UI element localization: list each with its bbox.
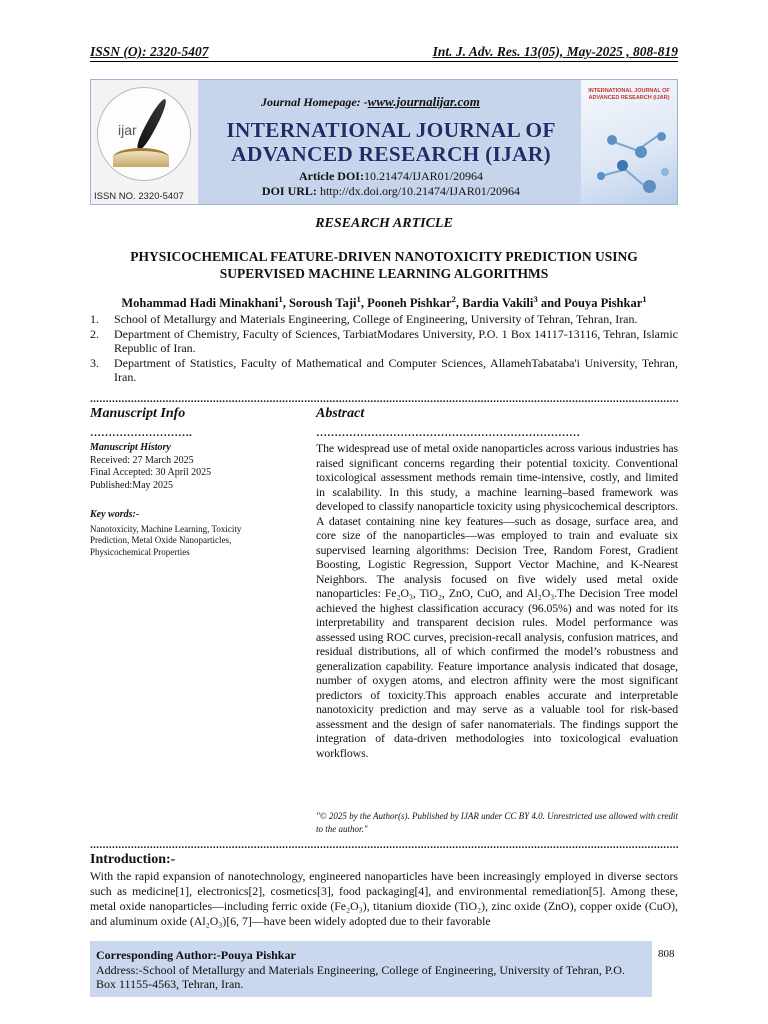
doi-url-label: DOI URL:	[261, 184, 317, 198]
abstract-heading: Abstract	[316, 406, 365, 421]
author-name: Soroush Taji	[288, 296, 357, 310]
manuscript-divider: ……………………….	[90, 428, 192, 438]
section-divider	[90, 394, 678, 404]
affiliation-list	[90, 312, 678, 385]
abstract-text	[316, 441, 678, 760]
homepage-link[interactable]: www.journalijar.com	[367, 94, 480, 109]
author-name: Bardia Vakili	[462, 296, 534, 310]
page-number: 808	[658, 948, 675, 960]
keywords	[90, 509, 250, 558]
journal-homepage	[261, 94, 480, 110]
paper-title-line2: SUPERVISED MACHINE LEARNING ALGORITHMS	[219, 266, 549, 281]
issn-text: ISSN (O): 2320-5407	[90, 44, 209, 59]
introduction-heading: Introduction:-	[90, 852, 176, 867]
molecule-icon	[607, 135, 617, 145]
accepted-date: Final Accepted: 30 April 2025	[90, 467, 212, 479]
affiliation-item: 2. Department of Chemistry, Faculty of Sciences, TarbiatModares University, P.O. 1 Box 14117-13116, Tehran, Islamic Republic of Iran.	[90, 326, 678, 356]
paper-title	[90, 248, 678, 282]
introduction-text: With the rapid expansion of nanotechnology, engineered nanoparticles have been increasingly employed in diverse sectors such as medicine[1], electronics[2], cosmetics[3], food packaging[4], and environmental remediation[5]. Among these, metal oxide nanoparticles—including ferric oxide (Fe₂O₃), titanium dioxide (TiO₂), zinc oxide (ZnO), copper oxide (CuO), and aluminum oxide (Al₂O₃)[6, 7]—have been widely adopted due to their favorable	[90, 869, 678, 928]
keywords-label: Key words:-	[90, 509, 140, 520]
abstract-divider: ………………………………………………………………	[316, 428, 580, 438]
doi-value: 10.21474/IJAR01/20964	[363, 169, 483, 183]
article-type: RESEARCH ARTICLE	[315, 216, 453, 231]
journal-title	[201, 118, 581, 166]
author-name: Pooneh Pishkar	[367, 296, 452, 310]
license-note: "© 2025 by the Author(s). Published by IJAR under CC BY 4.0. Unrestricted use allowed with credit to the author."	[316, 811, 678, 834]
logo-issn: ISSN NO. 2320-5407	[94, 191, 184, 202]
citation-text: Int. J. Adv. Res. 13(05), May-2025 , 808-819	[432, 44, 678, 59]
running-header	[90, 44, 678, 62]
abstract-text-part1: The widespread use of metal oxide nanoparticles across various industries has raised significant concerns regarding their potential toxicity. Conventional toxicological assessment methods remain time-intensive, costly, and limited in scalability. In this study, a machine learning–based framework was developed to classify nanoparticle toxicity using physicochemical descriptors. A dataset containing nine key features—such as dosage, surface area, and core size of the nanoparticles—was employed to train and evaluate six supervised learning algorithms: Decision Tree, Random Forest, Gradient Boosting, Logistic Regression, Support Vector Machine, and K-Nearest Neighbors. The analysis focused on five widely used metal oxide nanoparticles:	[316, 441, 678, 600]
author-affiliation: 2	[451, 293, 456, 304]
abstract-text-part2: .The Decision Tree model achieved the highest classification accuracy (96.05%) and was noted for its interpretability and transparent decision rules. Model performance was assessed using ROC curves, precision-recall analysis, confusion matrices, and residual distributions, all of which confirmed the model’s robustness and generalization capability. Feature importance analysis indicated that dosage, number of oxygen atoms, and electron affinity were the most significant predictors of toxicity.This approach enables accurate and interpretable nanotoxicity prediction and may serve as a valuable tool for risk-based assessment and the design of safer nanomaterials. The findings support the integration of data-driven methodologies into toxicological evaluation workflows.	[316, 586, 678, 760]
author-affiliation: 1	[278, 293, 283, 304]
journal-title-line1: INTERNATIONAL JOURNAL OF	[226, 118, 556, 142]
corresponding-author: Corresponding Author:-Pouya Pishkar	[96, 948, 296, 962]
history-label: Manuscript History	[90, 442, 171, 453]
doi-url-link[interactable]: http://dx.doi.org/10.21474/IJAR01/20964	[319, 184, 521, 198]
affiliation-item: 1. School of Metallurgy and Materials Engineering, College of Engineering, University of Tehran, Tehran, Iran.	[90, 312, 638, 326]
book-icon	[113, 148, 169, 167]
logo-text: ijar	[118, 122, 137, 138]
journal-title-line2: ADVANCED RESEARCH (IJAR)	[231, 142, 551, 166]
nanoparticle-list: Fe₂O₃, TiO₂, ZnO, CuO, and Al₂O₃	[384, 586, 555, 600]
affiliation-item: 3. Department of Statistics, Faculty of Mathematical and Computer Sciences, AllamehTabataba'i University, Tehran, Iran.	[90, 355, 678, 385]
published-date: Published:May 2025	[90, 479, 174, 491]
corresponding-address: Address:-School of Metallurgy and Materials Engineering, College of Engineering, University of Tehran, P.O. Box 11155-4563, Tehran, Iran.	[96, 962, 625, 991]
paper-title-line1: PHYSICOCHEMICAL FEATURE-DRIVEN NANOTOXICITY PREDICTION USING	[130, 249, 638, 264]
author-list: Mohammad Hadi Minakhani$^1$, Soroush Taji$^1$, Pooneh Pishkar$^2$, Bardia Vakili$^3$ and Pouya Pishkar$^1$	[121, 293, 647, 310]
author-affiliation: 3	[533, 293, 538, 304]
author-affiliation: 1	[356, 293, 361, 304]
homepage-label: Journal Homepage: -	[261, 95, 368, 109]
doi-block	[201, 169, 581, 199]
doi-label: Article DOI:	[299, 169, 364, 183]
keywords-text: Nanotoxicity, Machine Learning, Toxicity Prediction, Metal Oxide Nanoparticles, Physicochemical Properties	[90, 523, 242, 557]
manuscript-history	[90, 442, 270, 492]
author-name: Mohammad Hadi Minakhani	[121, 296, 279, 310]
author-affiliation: 1	[642, 293, 647, 304]
journal-cover-image	[581, 80, 677, 204]
cover-title: INTERNATIONAL JOURNAL OF ADVANCED RESEARCH (IJAR)	[588, 88, 670, 101]
manuscript-info-heading: Manuscript Info	[90, 406, 186, 421]
corresponding-author-box	[90, 941, 652, 997]
journal-banner	[90, 79, 678, 205]
section-divider	[90, 840, 678, 850]
author-name: Pouya Pishkar	[564, 296, 643, 310]
received-date: Received: 27 March 2025	[90, 454, 194, 466]
ijar-logo	[91, 80, 198, 204]
